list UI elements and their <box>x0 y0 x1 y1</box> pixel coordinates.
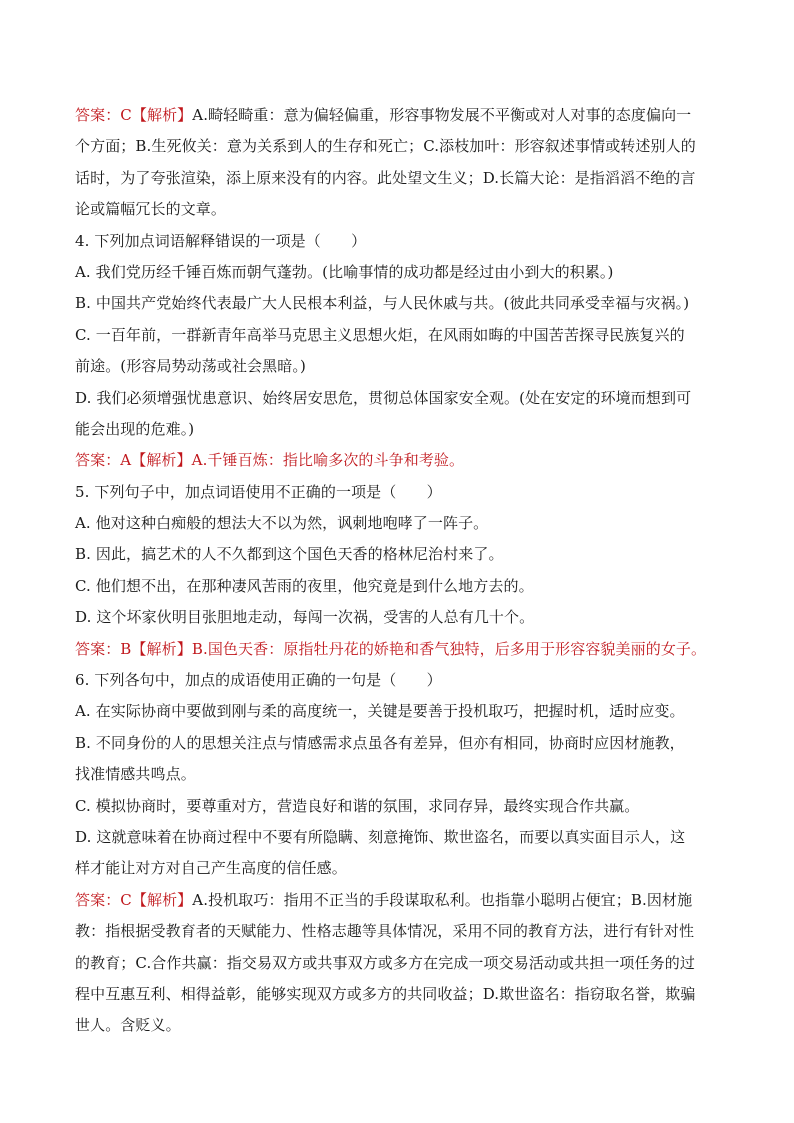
answer-line: 答案：B【解析】B.国色天香：原指牡丹花的娇艳和香气独特，后多用于形容容貌美丽的女子。 <box>75 639 707 658</box>
answer-text-line: 的教育；C.合作共赢：指交易双方或共事双方或多方在完成一项交易活动或共担一项任务的过 <box>75 953 695 972</box>
answer-line <box>75 885 725 916</box>
option-line: C. 一百年前，一群新青年高举马克思主义思想火炬，在风雨如晦的中国苦苦探寻民族复兴的 <box>75 325 685 344</box>
answer-text-line: 论或篇幅冗长的文章。 <box>75 200 227 219</box>
option-line: A. 他对这种白痴般的想法大不以为然，讽刺地咆哮了一阵子。 <box>75 514 489 533</box>
answer-label: 答案：C【解析】 <box>75 106 193 124</box>
option-line: A. 在实际协商中要做到刚与柔的高度统一，关键是要善于投机取巧，把握时机，适时应变。 <box>75 702 685 721</box>
option-line: D. 这个坏家伙明目张胆地走动，每闯一次祸，受害的人总有几十个。 <box>75 608 535 627</box>
option-line: C. 模拟协商时，要尊重对方，营造良好和谐的氛围，求同存异，最终实现合作共赢。 <box>75 796 640 815</box>
option-line: D. 这就意味着在协商过程中不要有所隐瞒、刻意掩饰、欺世盗名，而要以真实面目示人，这 <box>75 827 686 846</box>
option-line: D. 我们必须增强忧患意识、始终居安思危，贯彻总体国家安全观。(处在安定的环境而想到可 <box>75 388 692 407</box>
answer-text: A.投机取巧：指用不正当的手段谋取私利。也指靠小聪明占便宜；B.因材施 <box>192 890 693 909</box>
option-line: 前途。(形容局势动荡或社会黑暗。) <box>75 357 306 376</box>
option-line: 找准情感共鸣点。 <box>75 765 196 784</box>
answer-text-line: 话时，为了夸张渲染，添上原来没有的内容。此处望文生义；D.长篇大论：是指滔滔不绝的言 <box>75 168 696 187</box>
question-stem: 4. 下列加点词语解释错误的一项是（ ） <box>75 231 367 250</box>
answer-text-line: 个方面；B.生死攸关：意为关系到人的生存和死亡；C.添枝加叶：形容叙述事情或转述别人的 <box>75 137 696 156</box>
answer-text: A.畸轻畸重：意为偏轻偏重，形容事物发展不平衡或对人对事的态度偏向一 <box>192 106 692 124</box>
option-line: B. 中国共产党始终代表最广大人民根本利益，与人民休戚与共。(彼此共同承受幸福与灾祸。) <box>75 294 690 313</box>
question-stem: 5. 下列句子中，加点词语使用不正确的一项是（ ） <box>75 482 442 501</box>
answer-line <box>75 100 725 131</box>
option-line: B. 不同身份的人的思想关注点与情感需求点虽各有差异，但亦有相同，协商时应因材施教， <box>75 733 685 752</box>
option-line: B. 因此，搞艺术的人不久都到这个国色天香的格林尼治村来了。 <box>75 545 504 564</box>
document-page <box>75 100 725 1042</box>
answer-label: 答案：C【解析】 <box>75 890 193 909</box>
option-line: A. 我们党历经千锤百炼而朝气蓬勃。(比喻事情的成功都是经过由小到大的积累。) <box>75 262 614 281</box>
option-line: 能会出现的危难。) <box>75 419 195 438</box>
answer-line: 答案：A【解析】A.千锤百炼：指比喻多次的斗争和考验。 <box>75 451 465 470</box>
option-line: C. 他们想不出，在那种凄风苦雨的夜里，他究竟是到什么地方去的。 <box>75 576 534 595</box>
answer-text-line: 程中互惠互利、相得益彰，能够实现双方或多方的共同收益；D.欺世盗名：指窃取名誉，欺骗 <box>75 984 696 1003</box>
answer-text-line: 世人。含贬义。 <box>75 1016 181 1035</box>
option-line: 样才能让对方对自己产生高度的信任感。 <box>75 859 347 878</box>
question-stem: 6. 下列各句中，加点的成语使用正确的一句是（ ） <box>75 671 442 690</box>
answer-text-line: 教：指根据受教育者的天赋能力、性格志趣等具体情况，采用不同的教育方法，进行有针对性 <box>75 922 695 941</box>
